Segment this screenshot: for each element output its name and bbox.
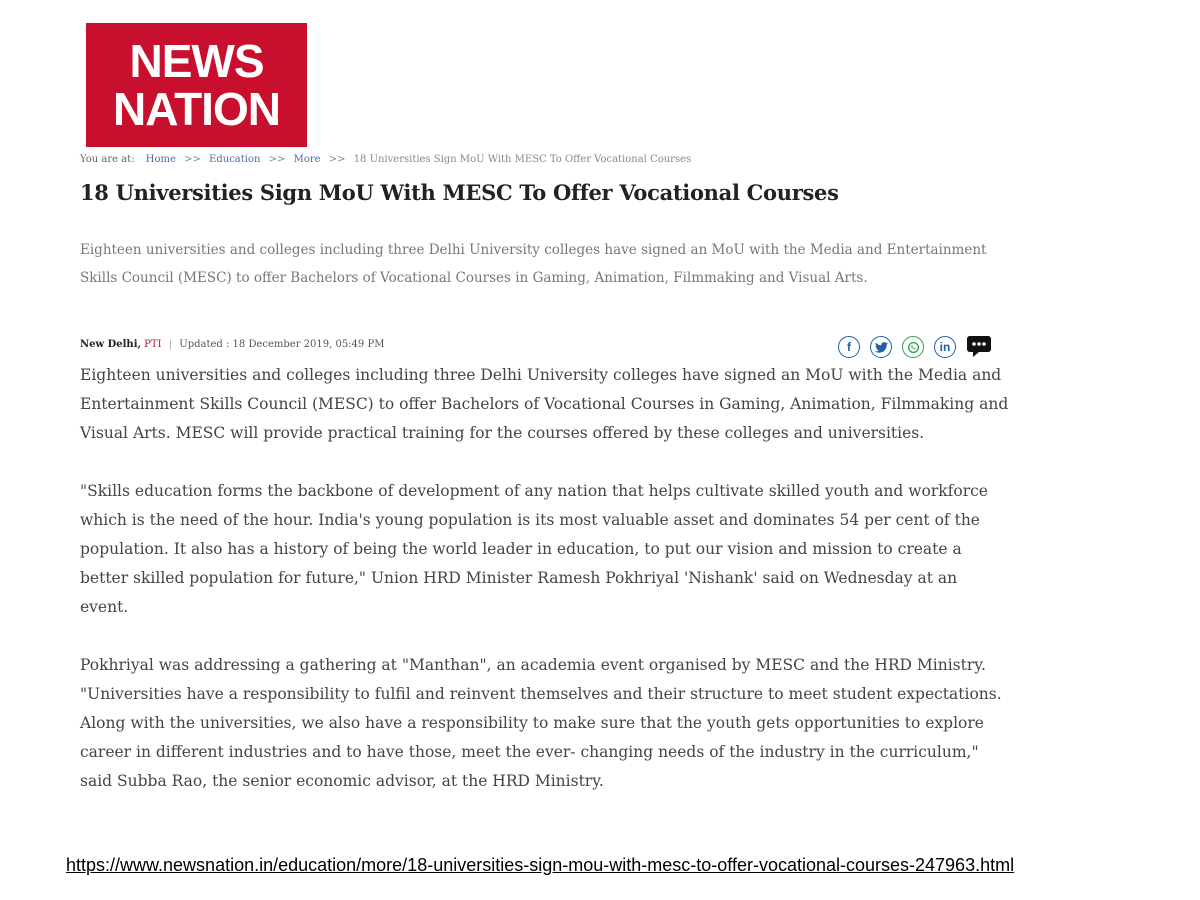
comment-icon[interactable]	[966, 334, 992, 360]
breadcrumb-education-link[interactable]: Education	[209, 154, 261, 165]
breadcrumb-more-link[interactable]: More	[293, 154, 321, 165]
breadcrumb-home-link[interactable]: Home	[145, 154, 176, 165]
byline-divider: |	[168, 339, 173, 350]
source-url-link[interactable]: https://www.newsnation.in/education/more/18-universities-sign-mou-with-mesc-to-offer-vocational-courses-247963.html	[66, 855, 1015, 875]
twitter-icon[interactable]	[870, 336, 892, 358]
breadcrumb	[80, 154, 691, 165]
linkedin-glyph: in	[939, 340, 951, 354]
article-title: 18 Universities Sign MoU With MESC To Offer Vocational Courses	[80, 180, 839, 205]
breadcrumb-separator: >>	[268, 154, 286, 165]
article-paragraph: Pokhriyal was addressing a gathering at "Manthan", an academia event organised by MESC and the HRD Ministry. "Universities have a responsibility to fulfil and reinvent themselves and their structure to meet student expectations. Along with the universities, we also have a responsibility to make sure that the youth gets opportunities to explore career in different industries and to have those, meet the ever- changing needs of the industry in the curriculum," said Subba Rao, the senior economic advisor, at the HRD Ministry.	[80, 656, 1002, 790]
facebook-glyph: f	[847, 340, 851, 354]
whatsapp-icon[interactable]	[902, 336, 924, 358]
logo-line-news: NEWS	[129, 35, 264, 87]
breadcrumb-separator: >>	[328, 154, 346, 165]
byline-agency-link[interactable]: PTI	[144, 339, 162, 350]
article-body	[80, 361, 1010, 825]
byline-place: New Delhi,	[80, 339, 141, 350]
article-paragraph: "Skills education forms the backbone of development of any nation that helps cultivate skilled youth and workforce which is the need of the hour. India's young population is its most valuable asset and dominates 54 per cent of the population. It also has a history of being the world leader in education, to put our vision and mission to create a better skilled population for future," Union HRD Minister Ramesh Pokhriyal 'Nishank' said on Wednesday at an event.	[80, 482, 988, 616]
byline-updated: Updated : 18 December 2019, 05:49 PM	[179, 339, 385, 350]
linkedin-icon[interactable]	[934, 336, 956, 358]
article-summary: Eighteen universities and colleges including three Delhi University colleges have signed an MoU with the Media and Entertainment Skills Council (MESC) to offer Bachelors of Vocational Courses in Gaming, Animation, Filmmaking and Visual Arts.	[80, 242, 987, 286]
whatsapp-glyph	[907, 341, 920, 354]
article-byline	[80, 339, 384, 350]
article-paragraph: Eighteen universities and colleges including three Delhi University colleges have signed an MoU with the Media and Entertainment Skills Council (MESC) to offer Bachelors of Vocational Courses in Gaming, Animation, Filmmaking and Visual Arts. MESC will provide practical training for the courses offered by these colleges and universities.	[80, 366, 1009, 442]
breadcrumb-prefix: You are at:	[80, 154, 135, 165]
twitter-bird-glyph	[875, 342, 888, 353]
share-bar	[838, 334, 992, 360]
facebook-icon[interactable]	[838, 336, 860, 358]
news-nation-logo[interactable]	[86, 23, 307, 147]
logo-line-nation: NATION	[113, 83, 280, 135]
breadcrumb-separator: >>	[184, 154, 201, 165]
comment-bubble-glyph	[966, 335, 992, 359]
breadcrumb-current: 18 Universities Sign MoU With MESC To Offer Vocational Courses	[353, 154, 692, 165]
